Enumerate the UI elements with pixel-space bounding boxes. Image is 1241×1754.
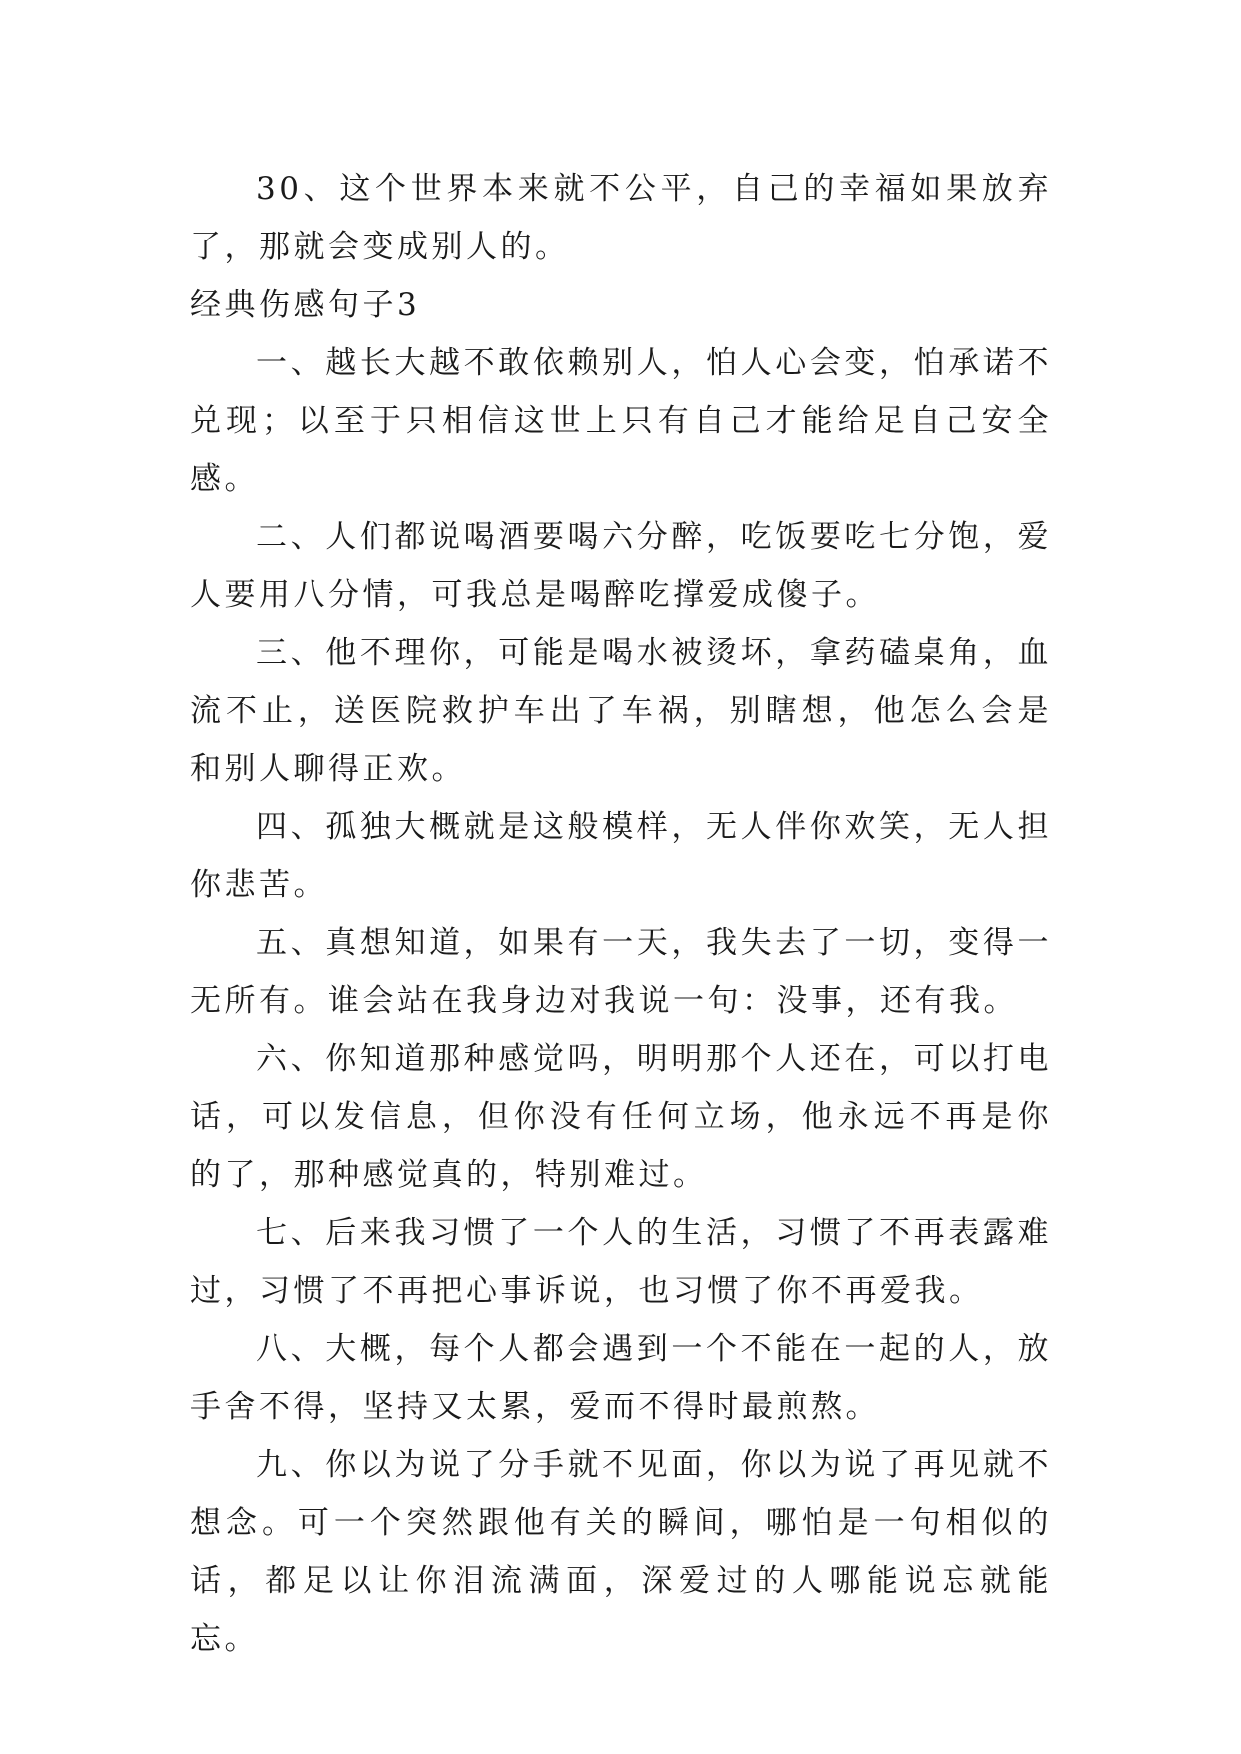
paragraph-1: 一、越长大越不敢依赖别人，怕人心会变，怕承诺不兑现；以至于只相信这世上只有自己才能给足自己安全感。 (190, 345, 1052, 497)
paragraph-4: 四、孤独大概就是这般模样，无人伴你欢笑，无人担你悲苦。 (190, 809, 1052, 903)
paragraph-5: 五、真想知道，如果有一天，我失去了一切，变得一无所有。谁会站在我身边对我说一句：没事，还有我。 (190, 925, 1052, 1019)
section-title: 经典伤感句子3 (190, 287, 421, 323)
paragraph-2: 二、人们都说喝酒要喝六分醉，吃饭要吃七分饱，爱人要用八分情，可我总是喝醉吃撑爱成傻子。 (190, 519, 1052, 613)
paragraph-7: 七、后来我习惯了一个人的生活，习惯了不再表露难过，习惯了不再把心事诉说，也习惯了你不再爱我。 (190, 1215, 1052, 1309)
intro-paragraph: 30、这个世界本来就不公平，自己的幸福如果放弃了，那就会变成别人的。 (190, 171, 1052, 265)
paragraph-8: 八、大概，每个人都会遇到一个不能在一起的人，放手舍不得，坚持又太累，爱而不得时最煎熬。 (190, 1331, 1052, 1425)
paragraph-3: 三、他不理你，可能是喝水被烫坏，拿药磕桌角，血流不止，送医院救护车出了车祸，别瞎想，他怎么会是和别人聊得正欢。 (190, 635, 1052, 787)
paragraph-9: 九、你以为说了分手就不见面，你以为说了再见就不想念。可一个突然跟他有关的瞬间，哪怕是一句相似的话，都足以让你泪流满面，深爱过的人哪能说忘就能忘。 (190, 1447, 1052, 1657)
document-body (190, 160, 1052, 1668)
paragraph-6: 六、你知道那种感觉吗，明明那个人还在，可以打电话，可以发信息，但你没有任何立场，他永远不再是你的了，那种感觉真的，特别难过。 (190, 1041, 1052, 1193)
